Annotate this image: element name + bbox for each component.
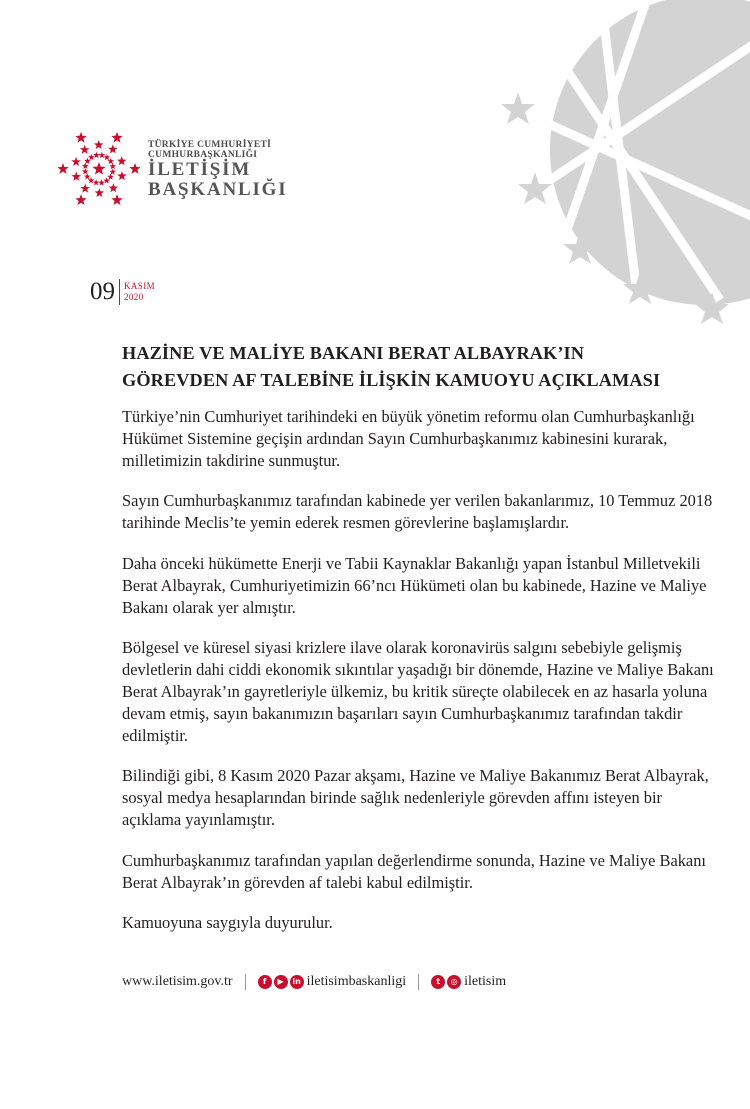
star-icon: [501, 92, 535, 124]
paragraph: Türkiye’nin Cumhuriyet tarihindeki en büyük yönetim reformu olan Cumhurbaşkanlığı Hükümet Sistemine geçişin ardından Sayın Cumhurbaşkanımız kabinesini kurarak, milletimizin takdirine sunmuştur.: [122, 407, 695, 470]
social-icons-group-1: [258, 975, 304, 989]
youtube-icon[interactable]: ▶: [274, 975, 288, 989]
emblem-star: [104, 154, 111, 160]
date-month: KASIM: [124, 281, 156, 291]
facebook-icon[interactable]: f: [258, 975, 272, 989]
emblem-star: [88, 154, 95, 160]
linkedin-icon[interactable]: in: [290, 975, 304, 989]
logo-emblem-icon: [58, 128, 140, 210]
date-year: 2020: [124, 292, 144, 302]
title-line2: GÖREVDEN AF TALEBİNE İLİŞKİN KAMUOYU AÇIKLAMASI: [122, 370, 661, 390]
emblem-star: [80, 184, 90, 193]
emblem-star: [99, 152, 106, 158]
twitter-icon[interactable]: t: [431, 975, 445, 989]
date-divider: [119, 279, 120, 305]
paragraph: Bilindiği gibi, 8 Kasım 2020 Pazar akşamı, Hazine ve Maliye Bakanımız Berat Albayrak, sosyal medya hesaplarından birinde sağlık nedenleriyle görevden affını isteyen bir açıklama yayınlamıştır.: [122, 766, 709, 829]
date-block: [90, 279, 155, 305]
emblem-star: [129, 163, 140, 174]
social-icons-group-2: [431, 975, 461, 989]
org-line1: TÜRKİYE CUMHURİYETİ: [148, 140, 272, 150]
org-name-line2: BAŞKANLIĞI: [148, 179, 288, 200]
footer-divider: [245, 974, 246, 990]
date-month-year: [124, 281, 155, 303]
org-name-line1: İLETİŞİM: [148, 159, 252, 180]
emblem-star: [111, 132, 122, 143]
emblem-star: [80, 145, 90, 154]
paragraph: Sayın Cumhurbaşkanımız tarafından kabinede yer verilen bakanlarımız, 10 Temmuz 2018 tarihinde Meclis’te yemin ederek resmen görevlerine başlamışlardır.: [122, 491, 713, 533]
emblem-star: [75, 194, 86, 205]
instagram-icon[interactable]: ◎: [447, 975, 461, 989]
emblem-star: [82, 163, 89, 169]
emblem-star: [58, 163, 69, 174]
title-line1: HAZİNE VE MALİYE BAKANI BERAT ALBAYRAK’IN: [122, 343, 585, 363]
paragraph: Kamuoyuna saygıyla duyurulur.: [122, 913, 333, 933]
footer-divider: [418, 974, 419, 990]
emblem-star: [92, 162, 105, 175]
org-line2: CUMHURBAŞKANLIĞI: [148, 150, 258, 160]
emblem-star: [71, 157, 81, 166]
emblem-star: [72, 172, 82, 181]
paragraph: Daha önceki hükümette Enerji ve Tabii Kaynaklar Bakanlığı yapan İstanbul Milletvekili Berat Albayrak, Cumhuriyetimizin 66’ncı Hükümeti olan bu kabinede, Hazine ve Maliye Bakanı olarak yer almıştır.: [122, 553, 707, 617]
emblem-star: [109, 163, 116, 169]
star-icon: [518, 172, 552, 204]
emblem-star: [111, 194, 122, 205]
paragraph: Bölgesel ve küresel siyasi krizlere ilave olarak koronavirüs salgını sebebiyle gelişmiş devletlerin dahi ciddi ekonomik sıkıntılar yaşadığı bir dönemde, Hazine ve Maliye Bakanı Berat Albayrak’ın gayretleriyle ülkemiz, bu kritik süreçte olabilecek en az hasarla yoluna devam etmiş, sayın bakanımızın başarıları sayın Cumhurbaşkanımız tarafından takdir edilmiştir.: [122, 638, 714, 745]
emblem-star: [75, 132, 86, 143]
emblem-star: [98, 179, 105, 185]
emblem-star: [109, 183, 119, 192]
emblem-star: [93, 179, 100, 185]
statement-body: [122, 406, 722, 953]
website-link[interactable]: www.iletisim.gov.tr: [122, 974, 233, 989]
emblem-star: [108, 144, 118, 153]
emblem-star: [94, 140, 104, 149]
emblem-star: [117, 171, 127, 180]
emblem-star: [117, 156, 127, 165]
organization-brand: [148, 140, 287, 200]
date-day: 09: [90, 278, 115, 305]
footer: [122, 974, 506, 990]
emblem-star: [107, 173, 114, 179]
emblem-star: [84, 173, 91, 179]
emblem-star: [95, 188, 105, 197]
social-handle-secondary[interactable]: iletisim: [464, 974, 507, 989]
emblem-star: [109, 168, 116, 174]
social-handle-primary[interactable]: iletisimbaskanligi: [306, 974, 407, 989]
paragraph: Cumhurbaşkanımız tarafından yapılan değerlendirme sonunda, Hazine ve Maliye Bakanı Berat Albayrak’ın görevden af talebi kabul edilmiştir.: [122, 850, 706, 892]
emblem-star: [82, 168, 89, 174]
statement-title: [122, 340, 722, 394]
emblem-star: [93, 152, 100, 158]
